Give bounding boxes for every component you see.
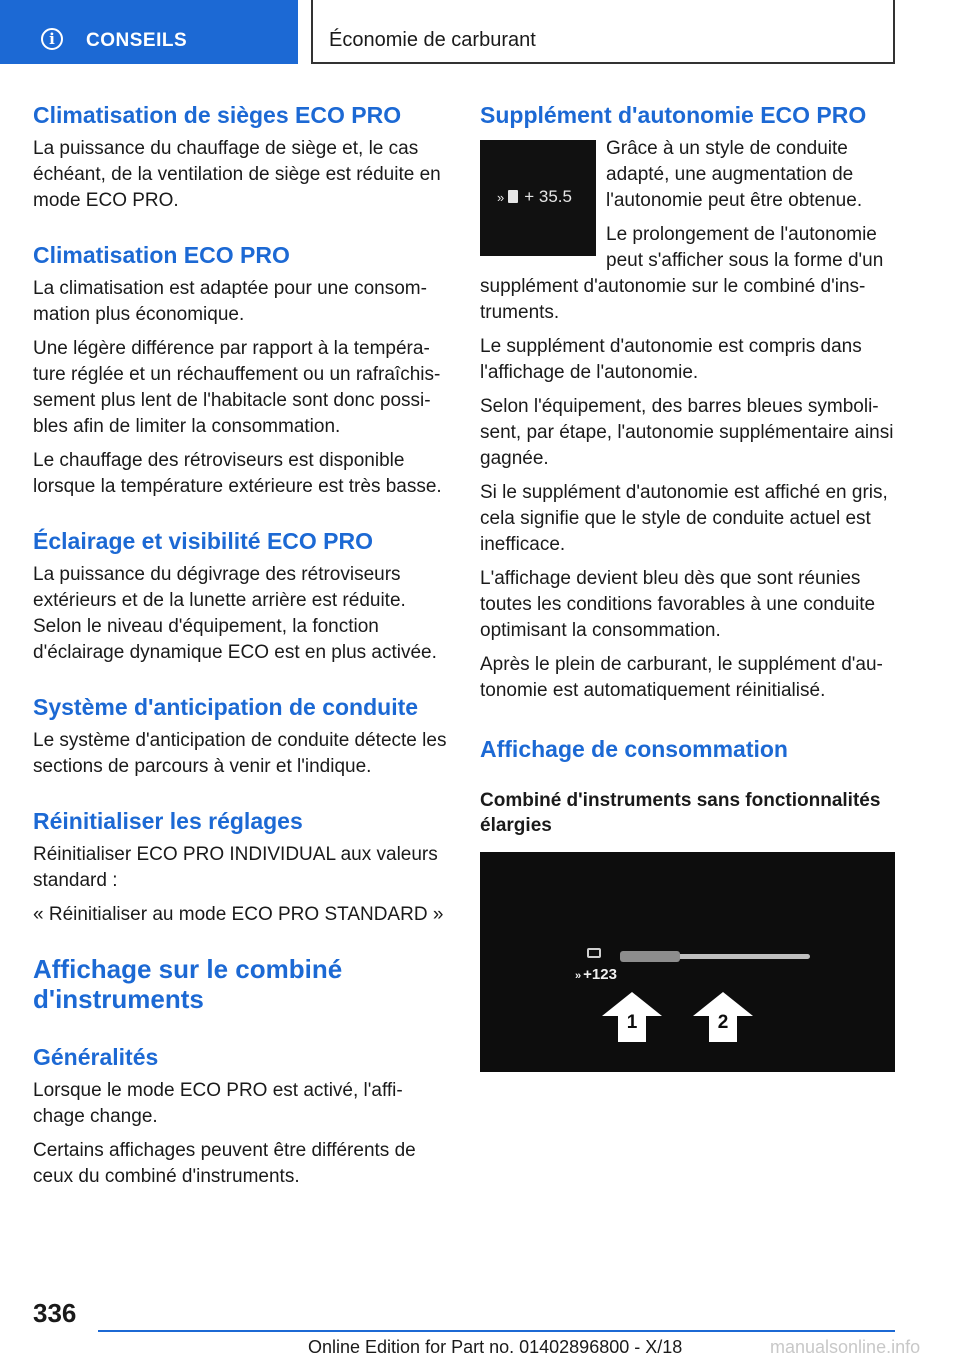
paragraph: L'affichage devient bleu dès que sont réunies toutes les conditions favorables à une conduite optimisant la consommation.: [480, 568, 876, 641]
heading-range-extension: Supplément d'autonomie ECO PRO: [480, 102, 867, 128]
paragraph: Réinitialiser ECO PRO INDIVIDUAL aux valeurs standard :: [33, 844, 438, 891]
heading-seat-climate: Climatisation de sièges ECO PRO: [33, 102, 402, 128]
heading-instrument-display: Affichage sur le combiné d'instruments: [33, 954, 343, 1014]
page-number: 336: [33, 1298, 77, 1328]
fuel-pump-icon: [508, 190, 518, 203]
consumption-display-image: [480, 852, 895, 1072]
heading-general: Généralités: [33, 1044, 159, 1070]
arrow-marker-2: 2: [693, 992, 753, 1042]
section-title: Économie de carburant: [329, 29, 536, 51]
double-chevron-icon: »: [497, 190, 505, 205]
watermark: manualsonline.info: [770, 1337, 921, 1357]
paragraph: Le système d'anticipation de conduite détecte les sections de parcours à venir et l'indique.: [33, 730, 447, 777]
heading-climate: Climatisation ECO PRO: [33, 242, 290, 268]
range-display-image: [480, 140, 596, 256]
paragraph: Lorsque le mode ECO PRO est activé, l'affichage change.: [33, 1080, 403, 1127]
subheading-instrument-cluster: Combiné d'instruments sans fonctionnalités élargies: [480, 790, 881, 836]
heading-anticipation: Système d'anticipation de conduite: [33, 694, 419, 720]
paragraph: La climatisation est adaptée pour une consommation plus économique.: [33, 278, 427, 325]
paragraph: Si le supplément d'autonomie est affiché en gris, cela signifie que le style de conduite actuel est inefficace.: [480, 482, 888, 555]
heading-lighting: Éclairage et visibilité ECO PRO: [33, 528, 374, 554]
footer-divider: [98, 1330, 895, 1332]
tab-label: CONSEILS: [86, 30, 188, 51]
header-tab-conseils[interactable]: [0, 0, 298, 64]
battery-icon: [587, 948, 601, 958]
heading-reset: Réinitialiser les réglages: [33, 808, 303, 834]
arrow-marker-1: 1: [602, 992, 662, 1042]
heading-consumption-display: Affichage de consommation: [480, 736, 788, 762]
paragraph: Selon l'équipement, des barres bleues symbolisent, par étape, l'autonomie supplémentaire ainsi gagnée.: [480, 396, 894, 469]
right-column: [480, 100, 896, 1072]
paragraph: Le supplément d'autonomie est compris dans l'affichage de l'autonomie.: [480, 336, 862, 383]
consumption-gauge-bar: [620, 954, 810, 959]
footer-edition: Online Edition for Part no. 01402896800 - X/18: [308, 1337, 683, 1357]
paragraph: Grâce à un style de conduite adapté, une augmentation de l'autonomie peut être obtenue.: [606, 138, 863, 211]
paragraph: Une légère différence par rapport à la température réglée et un réchauffement ou un rafraîchissement plus lent de l'habitacle sont donc possibles afin de limiter la consommation.: [33, 338, 441, 437]
paragraph: Après le plein de carburant, le supplément d'autonomie est automatiquement réinitialisé.: [480, 654, 883, 701]
range-readout: » + 35.5: [497, 187, 572, 206]
paragraph: La puissance du dégivrage des rétroviseurs extérieurs et de la lunette arrière est réduite. Selon le niveau d'équipement, la fonction d'éclairage dynamique ECO est en plus activée.: [33, 564, 437, 663]
paragraph: La puissance du chauffage de siège et, le cas échéant, de la ventilation de siège est réduite en mode ECO PRO.: [33, 138, 441, 211]
paragraph: Certains affichages peuvent être différents de ceux du combiné d'instruments.: [33, 1140, 416, 1187]
paragraph: Le chauffage des rétroviseurs est disponible lorsque la température extérieure est très basse.: [33, 450, 442, 497]
left-column: [33, 100, 448, 1198]
gauge-readout: » +123: [575, 966, 617, 983]
paragraph: Le prolongement de l'autonomie peut s'afficher sous la forme d'un supplément d'autonomie sur le combiné d'instruments.: [480, 224, 884, 323]
paragraph: « Réinitialiser au mode ECO PRO STANDARD »: [33, 904, 444, 925]
info-icon: i: [41, 28, 63, 50]
double-chevron-icon: »: [575, 970, 582, 982]
header-section-box: [311, 0, 895, 64]
